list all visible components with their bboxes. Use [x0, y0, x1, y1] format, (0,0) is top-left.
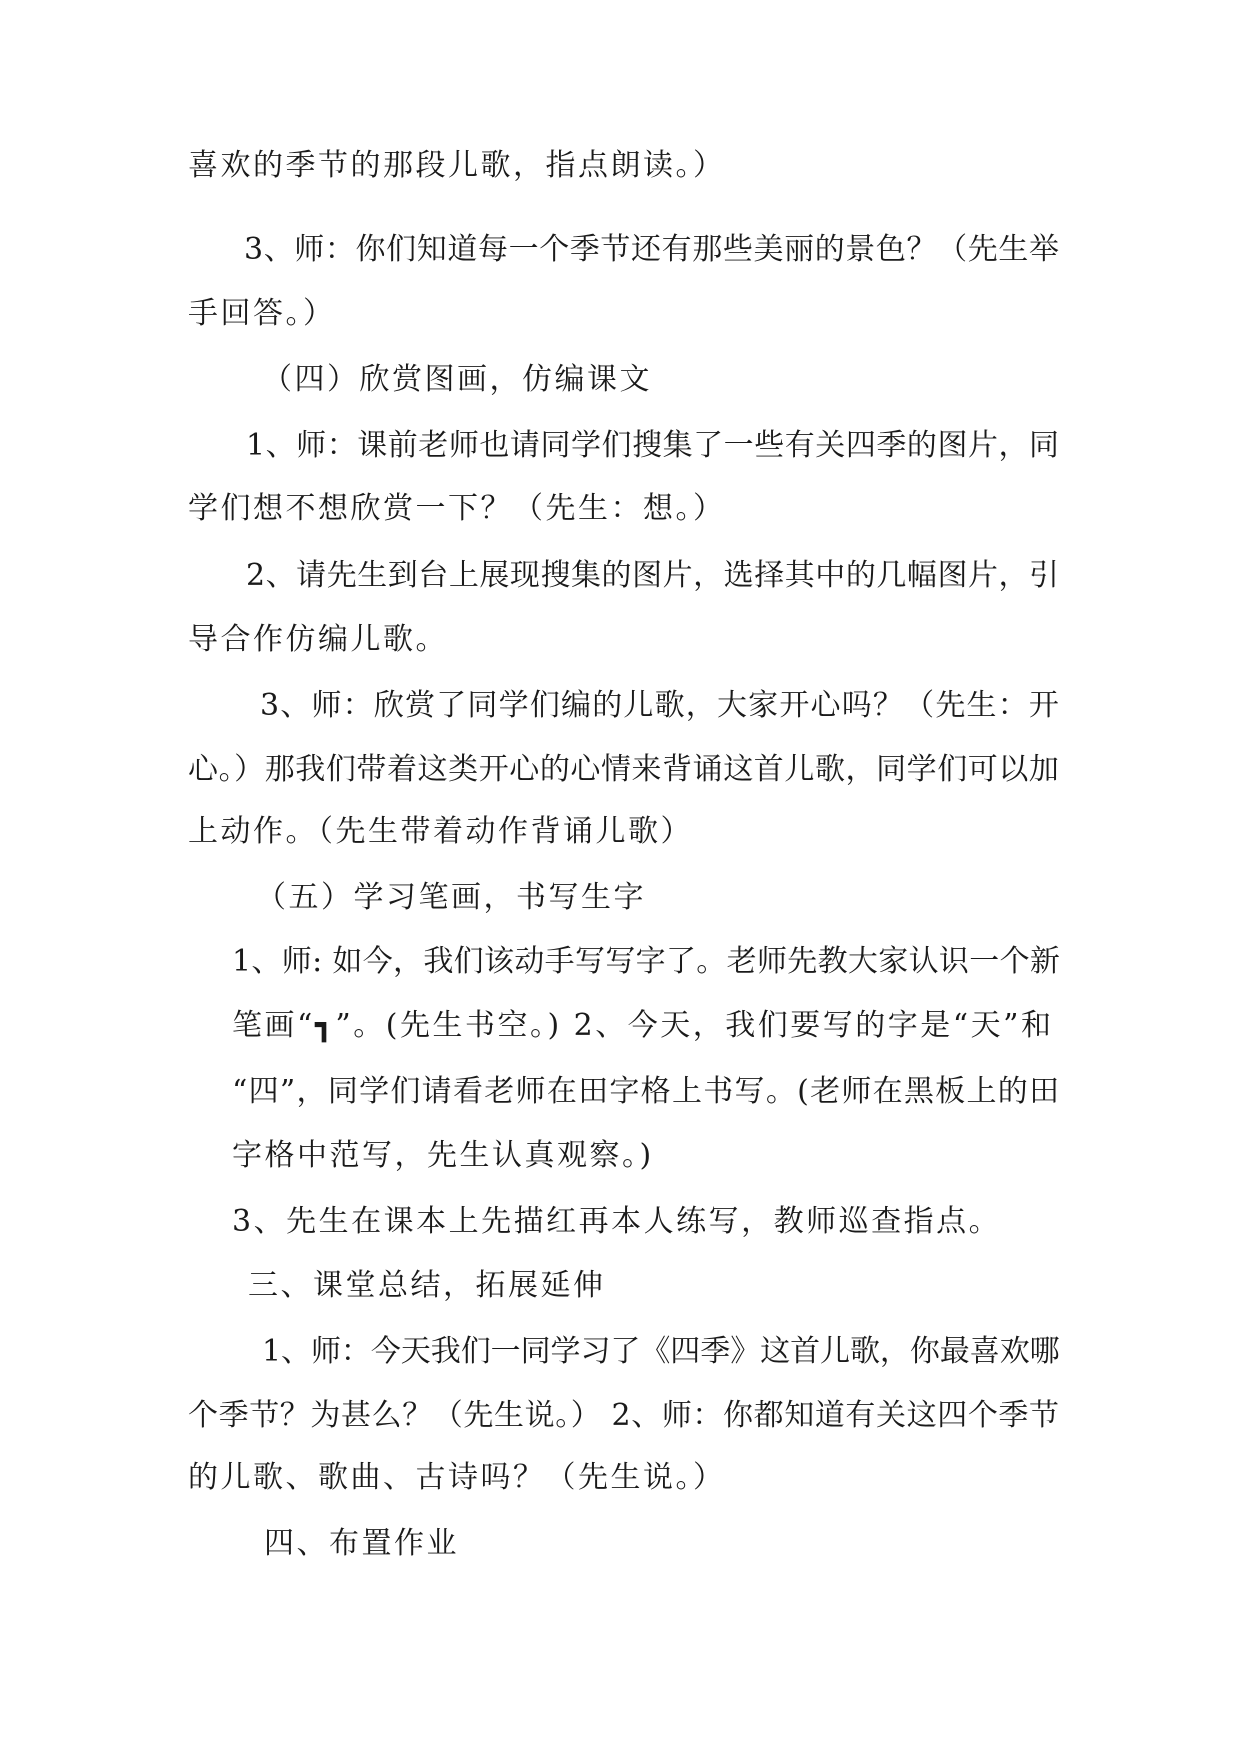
text-line: 1、师: 如今，我们该动手写写字了。老师先教大家认识一个新	[232, 944, 1061, 979]
text-line: 学们想不想欣赏一下？（先生：想。）	[188, 491, 726, 526]
text-line: 3、师：你们知道每一个季节还有那些美丽的景色？（先生举	[244, 232, 1060, 267]
text-line: 笔画“┓”。(先生书空。) 2、今天，我们要写的字是“天”和	[232, 1008, 1054, 1043]
section-heading: 四、布置作业	[264, 1526, 459, 1561]
text-line: 喜欢的季节的那段儿歌，指点朗读。）	[188, 148, 726, 183]
section-heading: （四）欣赏图画，仿编课文	[262, 362, 652, 397]
text-line: 手回答。）	[188, 296, 336, 331]
section-heading: （五）学习笔画，书写生字	[256, 880, 646, 915]
text-line: 3、先生在课本上先描红再本人练写，教师巡查指点。	[232, 1204, 1002, 1239]
text-line: 2、请先生到台上展现搜集的图片，选择其中的几幅图片，引	[246, 558, 1060, 593]
text-line: 导合作仿编儿歌。	[188, 622, 448, 657]
text-line: 心。）那我们带着这类开心的心情来背诵这首儿歌，同学们可以加	[188, 752, 1060, 787]
text-line: “四”，同学们请看老师在田字格上书写。(老师在黑板上的田	[232, 1074, 1061, 1109]
text-line: 的儿歌、歌曲、古诗吗？（先生说。）	[188, 1460, 726, 1495]
text-line: 3、师：欣赏了同学们编的儿歌，大家开心吗？（先生：开	[260, 688, 1061, 723]
text-line: 1、师：课前老师也请同学们搜集了一些有关四季的图片，同	[246, 428, 1060, 463]
text-line: 1、师：今天我们一同学习了《四季》这首儿歌，你最喜欢哪	[262, 1334, 1060, 1369]
text-line: 字格中范写，先生认真观察。)	[232, 1138, 654, 1173]
text-line: 个季节？为甚么？（先生说。） 2、师：你都知道有关这四个季节	[188, 1398, 1060, 1433]
section-heading: 三、课堂总结，拓展延伸	[248, 1268, 606, 1303]
text-line: 上动作。（先生带着动作背诵儿歌）	[188, 814, 693, 849]
